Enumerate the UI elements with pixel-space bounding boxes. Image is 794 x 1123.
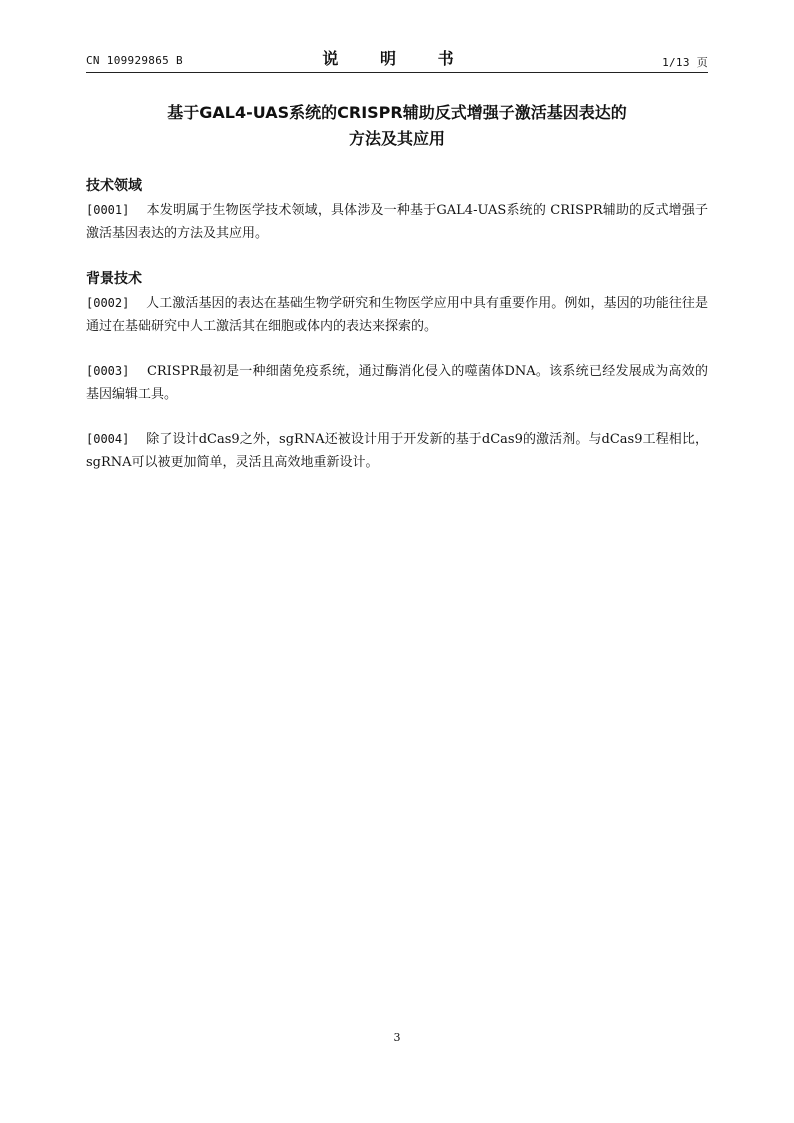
paragraph-text: 人工激活基因的表达在基础生物学研究和生物医学应用中具有重要作用。例如，基因的功能往往是通过在基础研究中人工激活其在细胞或体内的表达来探索的。 [86, 296, 708, 334]
paragraph-0003 [86, 360, 708, 406]
page-header [86, 44, 708, 73]
paragraph-text: CRISPR最初是一种细菌免疫系统，通过酶消化侵入的噬菌体DNA。该系统已经发展成为高效的基因编辑工具。 [86, 364, 709, 402]
paragraph-text: 除了设计dCas9之外，sgRNA还被设计用于开发新的基于dCas9的激活剂。与dCas9工程相比，sgRNA可以被更加简单，灵活且高效地重新设计。 [86, 432, 709, 470]
section-heading-background: 背景技术 [86, 271, 142, 287]
document-title-line-1: 基于GAL4-UAS系统的CRISPR辅助反式增强子激活基因表达的 [167, 103, 627, 122]
paragraph-0004 [86, 428, 708, 474]
paragraph-number: [0002] [86, 296, 130, 310]
document-title-line-2: 方法及其应用 [348, 129, 445, 148]
page-number: 3 [393, 1031, 401, 1044]
publication-number: CN 109929865 B [86, 54, 183, 67]
document-type-title: 说 明 书 [322, 49, 472, 68]
paragraph-text: 本发明属于生物医学技术领域，具体涉及一种基于GAL4-UAS系统的 CRISPR辅助的反式增强子激活基因表达的方法及其应用。 [86, 203, 709, 241]
document-title [86, 100, 708, 152]
paragraph-number: [0004] [86, 432, 130, 446]
paragraph-0002 [86, 292, 708, 338]
section-heading-technical-field: 技术领域 [86, 178, 142, 194]
page-count: 1/13 页 [662, 56, 708, 69]
paragraph-number: [0001] [86, 203, 130, 217]
paragraph-number: [0003] [86, 364, 130, 378]
paragraph-0001 [86, 199, 708, 245]
